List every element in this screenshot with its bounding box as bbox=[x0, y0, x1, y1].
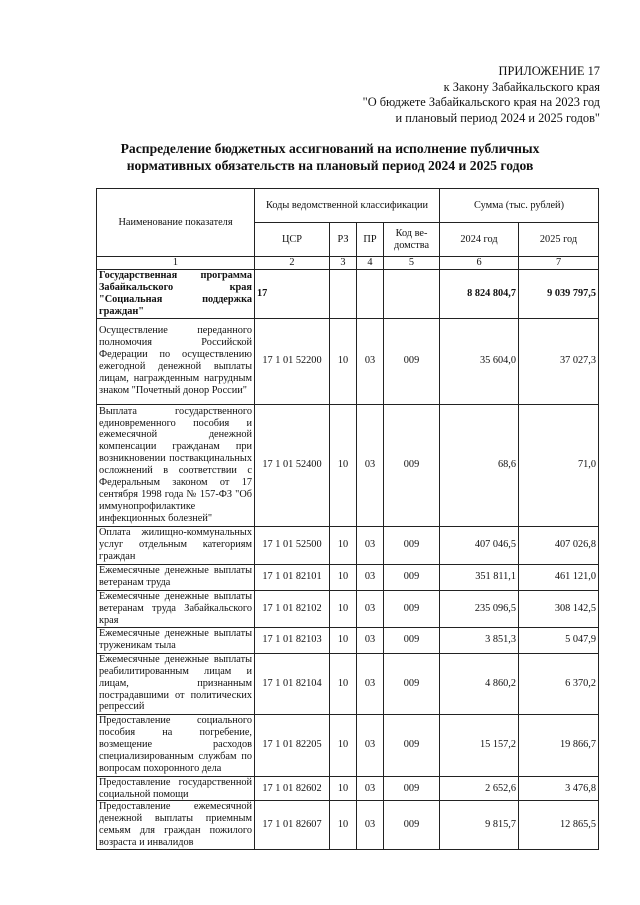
row-name: Предоставление ежемесячной денежной выплаты приемным семьям для граждан пожилого возраста и инвалидов bbox=[97, 801, 255, 850]
header-csr: ЦСР bbox=[255, 223, 330, 257]
row-ved: 009 bbox=[384, 318, 440, 404]
column-number: 3 bbox=[330, 257, 357, 270]
row-csr: 17 1 01 82602 bbox=[255, 776, 330, 801]
row-pr: 03 bbox=[357, 590, 384, 627]
row-csr: 17 1 01 82103 bbox=[255, 627, 330, 653]
column-number-row bbox=[97, 257, 599, 270]
table-row bbox=[97, 653, 599, 714]
row-csr: 17 1 01 82607 bbox=[255, 801, 330, 850]
row-csr: 17 1 01 82101 bbox=[255, 564, 330, 590]
row-name: Предоставление социального пособия на погребение, возмещение расходов специализированным службам по вопросам похоронного дела bbox=[97, 714, 255, 776]
row-pr: 03 bbox=[357, 653, 384, 714]
row-pr: 03 bbox=[357, 714, 384, 776]
column-number: 7 bbox=[519, 257, 599, 270]
row-name: Выплата государственного единовременного пособия и ежемесячной денежной компенсации гражданам при возникновении поствакцинальных осложнений в соответствии с Федеральным законом от 17 сентября 1998 года № 157-ФЗ "Об иммунопрофилактике инфекционных болезней" bbox=[97, 404, 255, 526]
header-sum: Сумма (тыс. рублей) bbox=[440, 189, 599, 223]
row-pr: 03 bbox=[357, 526, 384, 564]
row-ved bbox=[384, 270, 440, 319]
row-rz bbox=[330, 270, 357, 319]
table-row bbox=[97, 714, 599, 776]
appendix-header bbox=[363, 64, 600, 126]
row-rz: 10 bbox=[330, 404, 357, 526]
row-sum-2024: 68,6 bbox=[440, 404, 519, 526]
appendix-law-ref: к Закону Забайкальского края bbox=[443, 79, 600, 94]
row-name: Ежемесячные денежные выплаты труженикам тыла bbox=[97, 627, 255, 653]
row-name: Осуществление переданного полномочия Российской Федерации по осуществлению ежегодной денежной выплаты лицам, награжденным нагрудным знаком "Почетный донор России" bbox=[97, 318, 255, 404]
row-csr: 17 1 01 52500 bbox=[255, 526, 330, 564]
row-pr: 03 bbox=[357, 776, 384, 801]
row-sum-2025: 3 476,8 bbox=[519, 776, 599, 801]
row-pr: 03 bbox=[357, 404, 384, 526]
row-rz: 10 bbox=[330, 776, 357, 801]
row-sum-2025: 9 039 797,5 bbox=[519, 270, 599, 319]
header-2024: 2024 год bbox=[440, 223, 519, 257]
row-rz: 10 bbox=[330, 318, 357, 404]
row-sum-2024: 351 811,1 bbox=[440, 564, 519, 590]
row-rz: 10 bbox=[330, 714, 357, 776]
title-line-1: Распределение бюджетных ассигнований на исполнение публичных bbox=[120, 141, 540, 156]
row-ved: 009 bbox=[384, 590, 440, 627]
row-csr: 17 bbox=[255, 270, 330, 319]
header-rz: РЗ bbox=[330, 223, 357, 257]
column-number: 6 bbox=[440, 257, 519, 270]
row-sum-2024: 4 860,2 bbox=[440, 653, 519, 714]
row-sum-2025: 5 047,9 bbox=[519, 627, 599, 653]
header-2025: 2025 год bbox=[519, 223, 599, 257]
column-number: 5 bbox=[384, 257, 440, 270]
header-row-1 bbox=[97, 189, 599, 223]
table-row bbox=[97, 776, 599, 801]
row-name: Оплата жилищно-коммунальных услуг отдельным категориям граждан bbox=[97, 526, 255, 564]
title-line-2: нормативных обязательств на плановый период 2024 и 2025 годов bbox=[126, 158, 534, 173]
row-rz: 10 bbox=[330, 627, 357, 653]
row-name: Ежемесячные денежные выплаты ветеранам труда Забайкальского края bbox=[97, 590, 255, 627]
table-row bbox=[97, 627, 599, 653]
row-name: Предоставление государственной социальной помощи bbox=[97, 776, 255, 801]
row-pr: 03 bbox=[357, 564, 384, 590]
row-sum-2025: 12 865,5 bbox=[519, 801, 599, 850]
header-name: Наименование показателя bbox=[97, 189, 255, 257]
row-sum-2024: 3 851,3 bbox=[440, 627, 519, 653]
row-rz: 10 bbox=[330, 653, 357, 714]
appendix-number: ПРИЛОЖЕНИЕ 17 bbox=[498, 64, 600, 78]
row-sum-2025: 407 026,8 bbox=[519, 526, 599, 564]
row-sum-2024: 2 652,6 bbox=[440, 776, 519, 801]
row-ved: 009 bbox=[384, 714, 440, 776]
row-sum-2025: 308 142,5 bbox=[519, 590, 599, 627]
table-row bbox=[97, 564, 599, 590]
row-ved: 009 bbox=[384, 564, 440, 590]
row-sum-2025: 37 027,3 bbox=[519, 318, 599, 404]
row-ved: 009 bbox=[384, 526, 440, 564]
row-ved: 009 bbox=[384, 776, 440, 801]
row-ved: 009 bbox=[384, 627, 440, 653]
appendix-law-period: и плановый период 2024 и 2025 годов" bbox=[395, 110, 600, 125]
row-rz: 10 bbox=[330, 801, 357, 850]
row-ved: 009 bbox=[384, 653, 440, 714]
row-csr: 17 1 01 82205 bbox=[255, 714, 330, 776]
document-title bbox=[70, 140, 590, 174]
row-pr: 03 bbox=[357, 801, 384, 850]
table-row bbox=[97, 590, 599, 627]
header-pr: ПР bbox=[357, 223, 384, 257]
row-ved: 009 bbox=[384, 404, 440, 526]
row-rz: 10 bbox=[330, 564, 357, 590]
row-sum-2024: 35 604,0 bbox=[440, 318, 519, 404]
row-rz: 10 bbox=[330, 526, 357, 564]
row-csr: 17 1 01 52200 bbox=[255, 318, 330, 404]
row-sum-2024: 8 824 804,7 bbox=[440, 270, 519, 319]
appendix-law-title: "О бюджете Забайкальского края на 2023 год bbox=[362, 95, 600, 110]
row-pr: 03 bbox=[357, 627, 384, 653]
row-rz: 10 bbox=[330, 590, 357, 627]
row-pr bbox=[357, 270, 384, 319]
budget-table bbox=[96, 188, 599, 850]
row-name: Ежемесячные денежные выплаты реабилитированным лицам и лицам, признанным пострадавшими от политических репрессий bbox=[97, 653, 255, 714]
row-sum-2025: 461 121,0 bbox=[519, 564, 599, 590]
row-sum-2024: 407 046,5 bbox=[440, 526, 519, 564]
column-number: 2 bbox=[255, 257, 330, 270]
row-sum-2025: 6 370,2 bbox=[519, 653, 599, 714]
table-row bbox=[97, 801, 599, 850]
row-sum-2025: 19 866,7 bbox=[519, 714, 599, 776]
table-row bbox=[97, 270, 599, 319]
table-row bbox=[97, 318, 599, 404]
column-number: 4 bbox=[357, 257, 384, 270]
row-sum-2024: 15 157,2 bbox=[440, 714, 519, 776]
row-ved: 009 bbox=[384, 801, 440, 850]
row-csr: 17 1 01 82102 bbox=[255, 590, 330, 627]
row-name: Государственная программа Забайкальского края "Социальная поддержка граждан" bbox=[97, 270, 255, 319]
row-sum-2025: 71,0 bbox=[519, 404, 599, 526]
row-name: Ежемесячные денежные выплаты ветеранам труда bbox=[97, 564, 255, 590]
row-pr: 03 bbox=[357, 318, 384, 404]
header-codes: Коды ведомственной классификации bbox=[255, 189, 440, 223]
row-csr: 17 1 01 82104 bbox=[255, 653, 330, 714]
table-row bbox=[97, 526, 599, 564]
table-row bbox=[97, 404, 599, 526]
row-sum-2024: 9 815,7 bbox=[440, 801, 519, 850]
column-number: 1 bbox=[97, 257, 255, 270]
row-csr: 17 1 01 52400 bbox=[255, 404, 330, 526]
row-sum-2024: 235 096,5 bbox=[440, 590, 519, 627]
header-ved: Код ве-домства bbox=[384, 223, 440, 257]
